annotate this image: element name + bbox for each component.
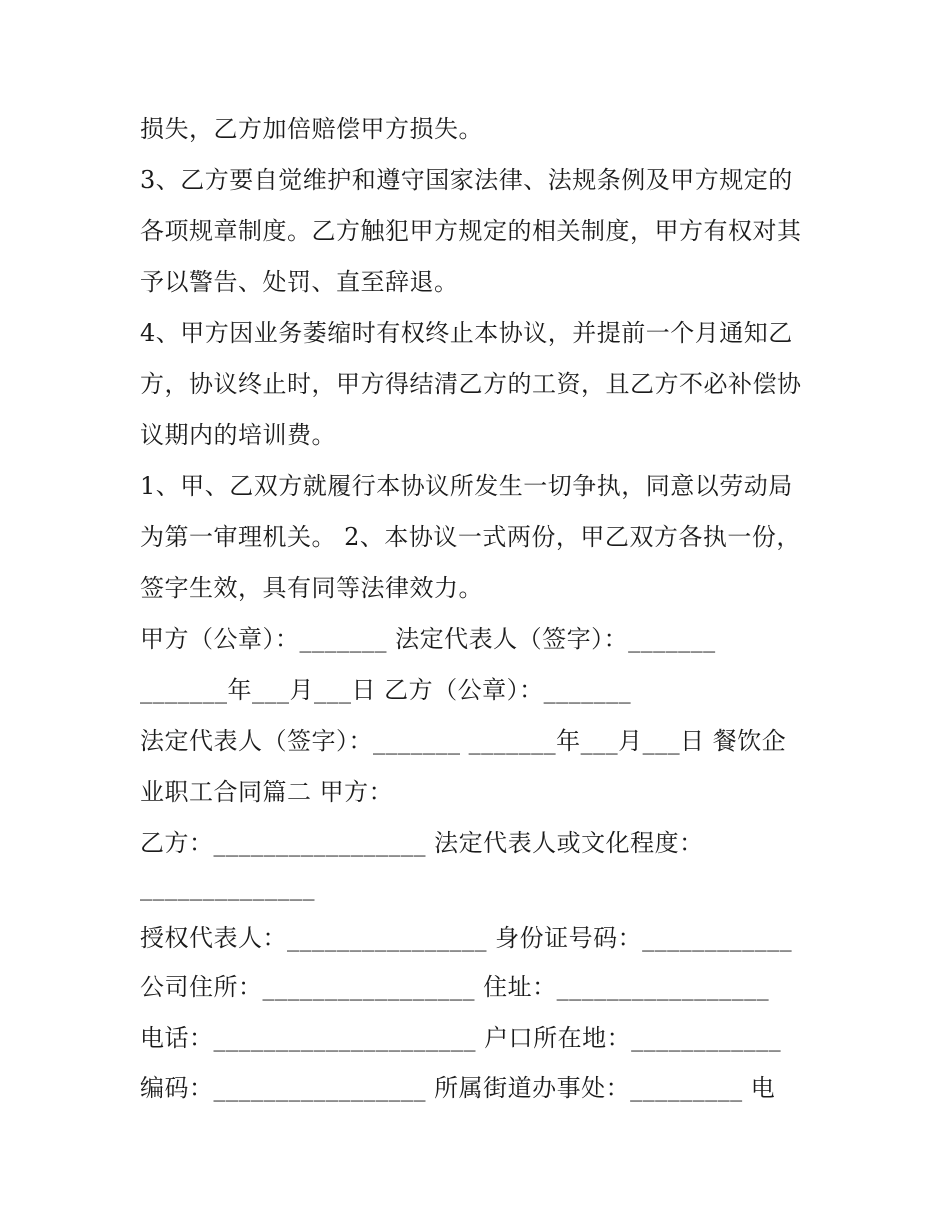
text-line: 4、甲方因业务萎缩时有权终止本协议，并提前一个月通知乙 — [140, 319, 793, 347]
form-line-phone: 电话：_____________________ 户口所在地：____________ — [140, 1024, 782, 1052]
text-line: 各项规章制度。乙方触犯甲方规定的相关制度，甲方有权对其 — [140, 217, 802, 245]
signature-line-party-a: 甲方（公章）：_______ 法定代表人（签字）：_______ — [140, 625, 716, 653]
form-line-postcode: 编码：_________________ 所属街道办事处：_________ 电 — [140, 1074, 776, 1102]
text-line: 为第一审理机关。 2、本协议一式两份，甲乙双方各执一份， — [140, 523, 801, 551]
signature-date-line: _______年___月___日 乙方（公章）：_______ — [140, 676, 632, 704]
form-line-authorized-rep: 授权代表人：________________ 身份证号码：____________ — [140, 924, 793, 952]
text-line: 3、乙方要自觉维护和遵守国家法律、法规条例及甲方规定的 — [140, 166, 793, 194]
text-line: 1、甲、乙双方就履行本协议所发生一切争执，同意以劳动局 — [140, 472, 793, 500]
text-line: 签字生效，具有同等法律效力。 — [140, 574, 483, 602]
text-line: 方，协议终止时，甲方得结清乙方的工资，且乙方不必补偿协 — [140, 370, 802, 398]
form-line-party-b: 乙方：_________________ 法定代表人或文化程度： — [140, 829, 704, 857]
text-line: 予以警告、处罚、直至辞退。 — [140, 268, 459, 296]
contract-heading-line: 业职工合同篇二 甲方： — [140, 778, 394, 806]
form-blank-line: ______________ — [140, 873, 315, 901]
text-line: 损失，乙方加倍赔偿甲方损失。 — [140, 115, 483, 143]
form-line-address: 公司住所：_________________ 住址：_________________ — [140, 973, 770, 1001]
signature-line-representative: 法定代表人（签字）：_______ _______年___月___日 餐饮企 — [140, 727, 787, 755]
text-line: 议期内的培训费。 — [140, 421, 336, 449]
